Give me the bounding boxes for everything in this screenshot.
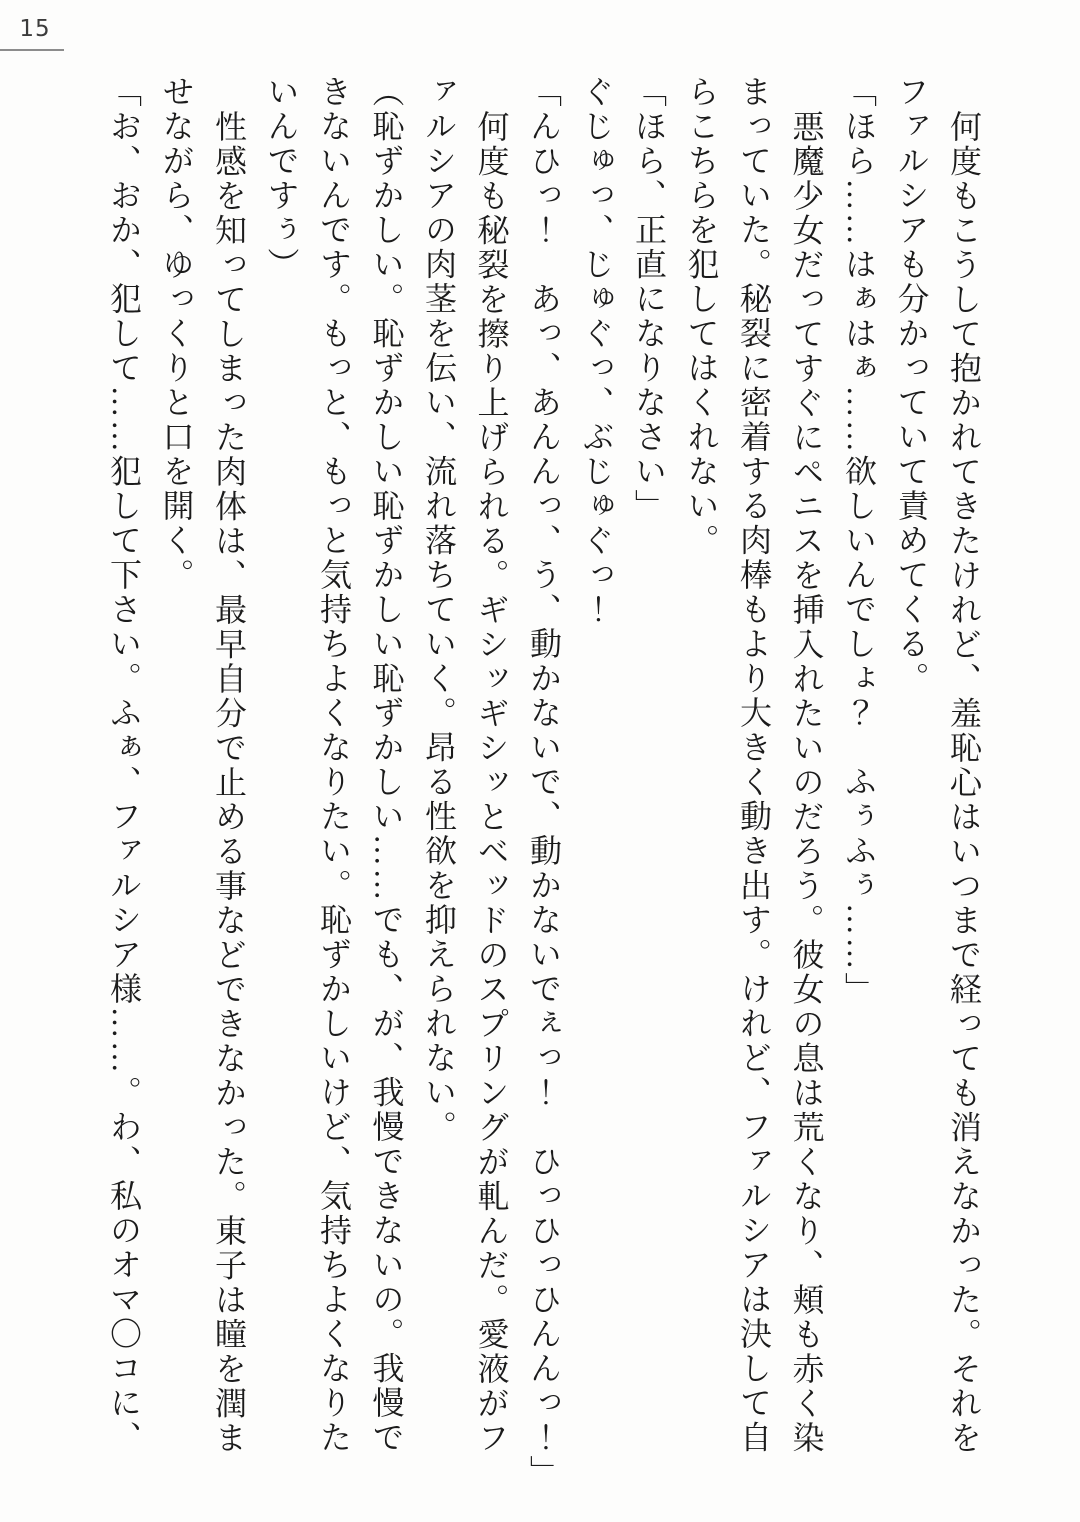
text-column: ファルシアも分かっていて責めてくる。 <box>893 75 930 696</box>
page-number-label: 15 <box>19 16 51 42</box>
text-column: 「ほら……はぁはぁ……欲しいんでしょ？ ふぅふぅ……」 <box>841 75 877 1007</box>
text-column: まっていた。秘裂に密着する肉棒もより大きく動き出す。けれど、ファルシアは決して自 <box>736 75 772 1455</box>
text-column: 「んひっ！ あっ、あんんっ、う、動かないで、動かないでぇっ！ ひっひっひんんっ！」 <box>526 75 562 1490</box>
text-column: 悪魔少女だってすぐにペニスを挿入れたいのだろう。彼女の息は荒くなり、頬も赤く染 <box>788 109 825 1455</box>
text-column: せながら、ゆっくりと口を開く。 <box>158 75 195 593</box>
page-number <box>0 14 64 51</box>
text-column: 「ほら、正直になりなさい」 <box>631 75 667 524</box>
text-column: （恥ずかしい。恥ずかしい恥ずかしい恥ずかしい……でも、が、我慢できないの。我慢で <box>368 75 405 1455</box>
text-column: 性感を知ってしまった肉体は、最早自分で止める事などできなかった。東子は瞳を潤ま <box>211 109 247 1455</box>
text-column: ァルシアの肉茎を伝い、流れ落ちていく。昂る性欲を抑えられない。 <box>421 75 457 1145</box>
novel-text-block <box>98 75 991 1507</box>
text-column: 何度も秘裂を擦り上げられる。ギシッギシッとベッドのスプリングが軋んだ。愛液がフ <box>473 109 510 1455</box>
text-column: 何度もこうして抱かれてきたけれど、羞恥心はいつまで経っても消えなかった。それを <box>946 109 982 1455</box>
text-column: 「お、おか、犯して……犯して下さい。ふぁ、ファルシア様……。わ、私のオマ〇コに、 <box>106 75 142 1455</box>
text-column: ぐじゅっ、じゅぐっ、ぶじゅぐっ！ <box>578 75 615 627</box>
text-column: いんですぅ） <box>263 75 300 282</box>
text-column: らこちらを犯してはくれない。 <box>683 75 720 558</box>
text-column: きないんです。もっと、もっと気持ちよくなりたい。恥ずかしいけど、気持ちよくなりた <box>316 75 352 1455</box>
